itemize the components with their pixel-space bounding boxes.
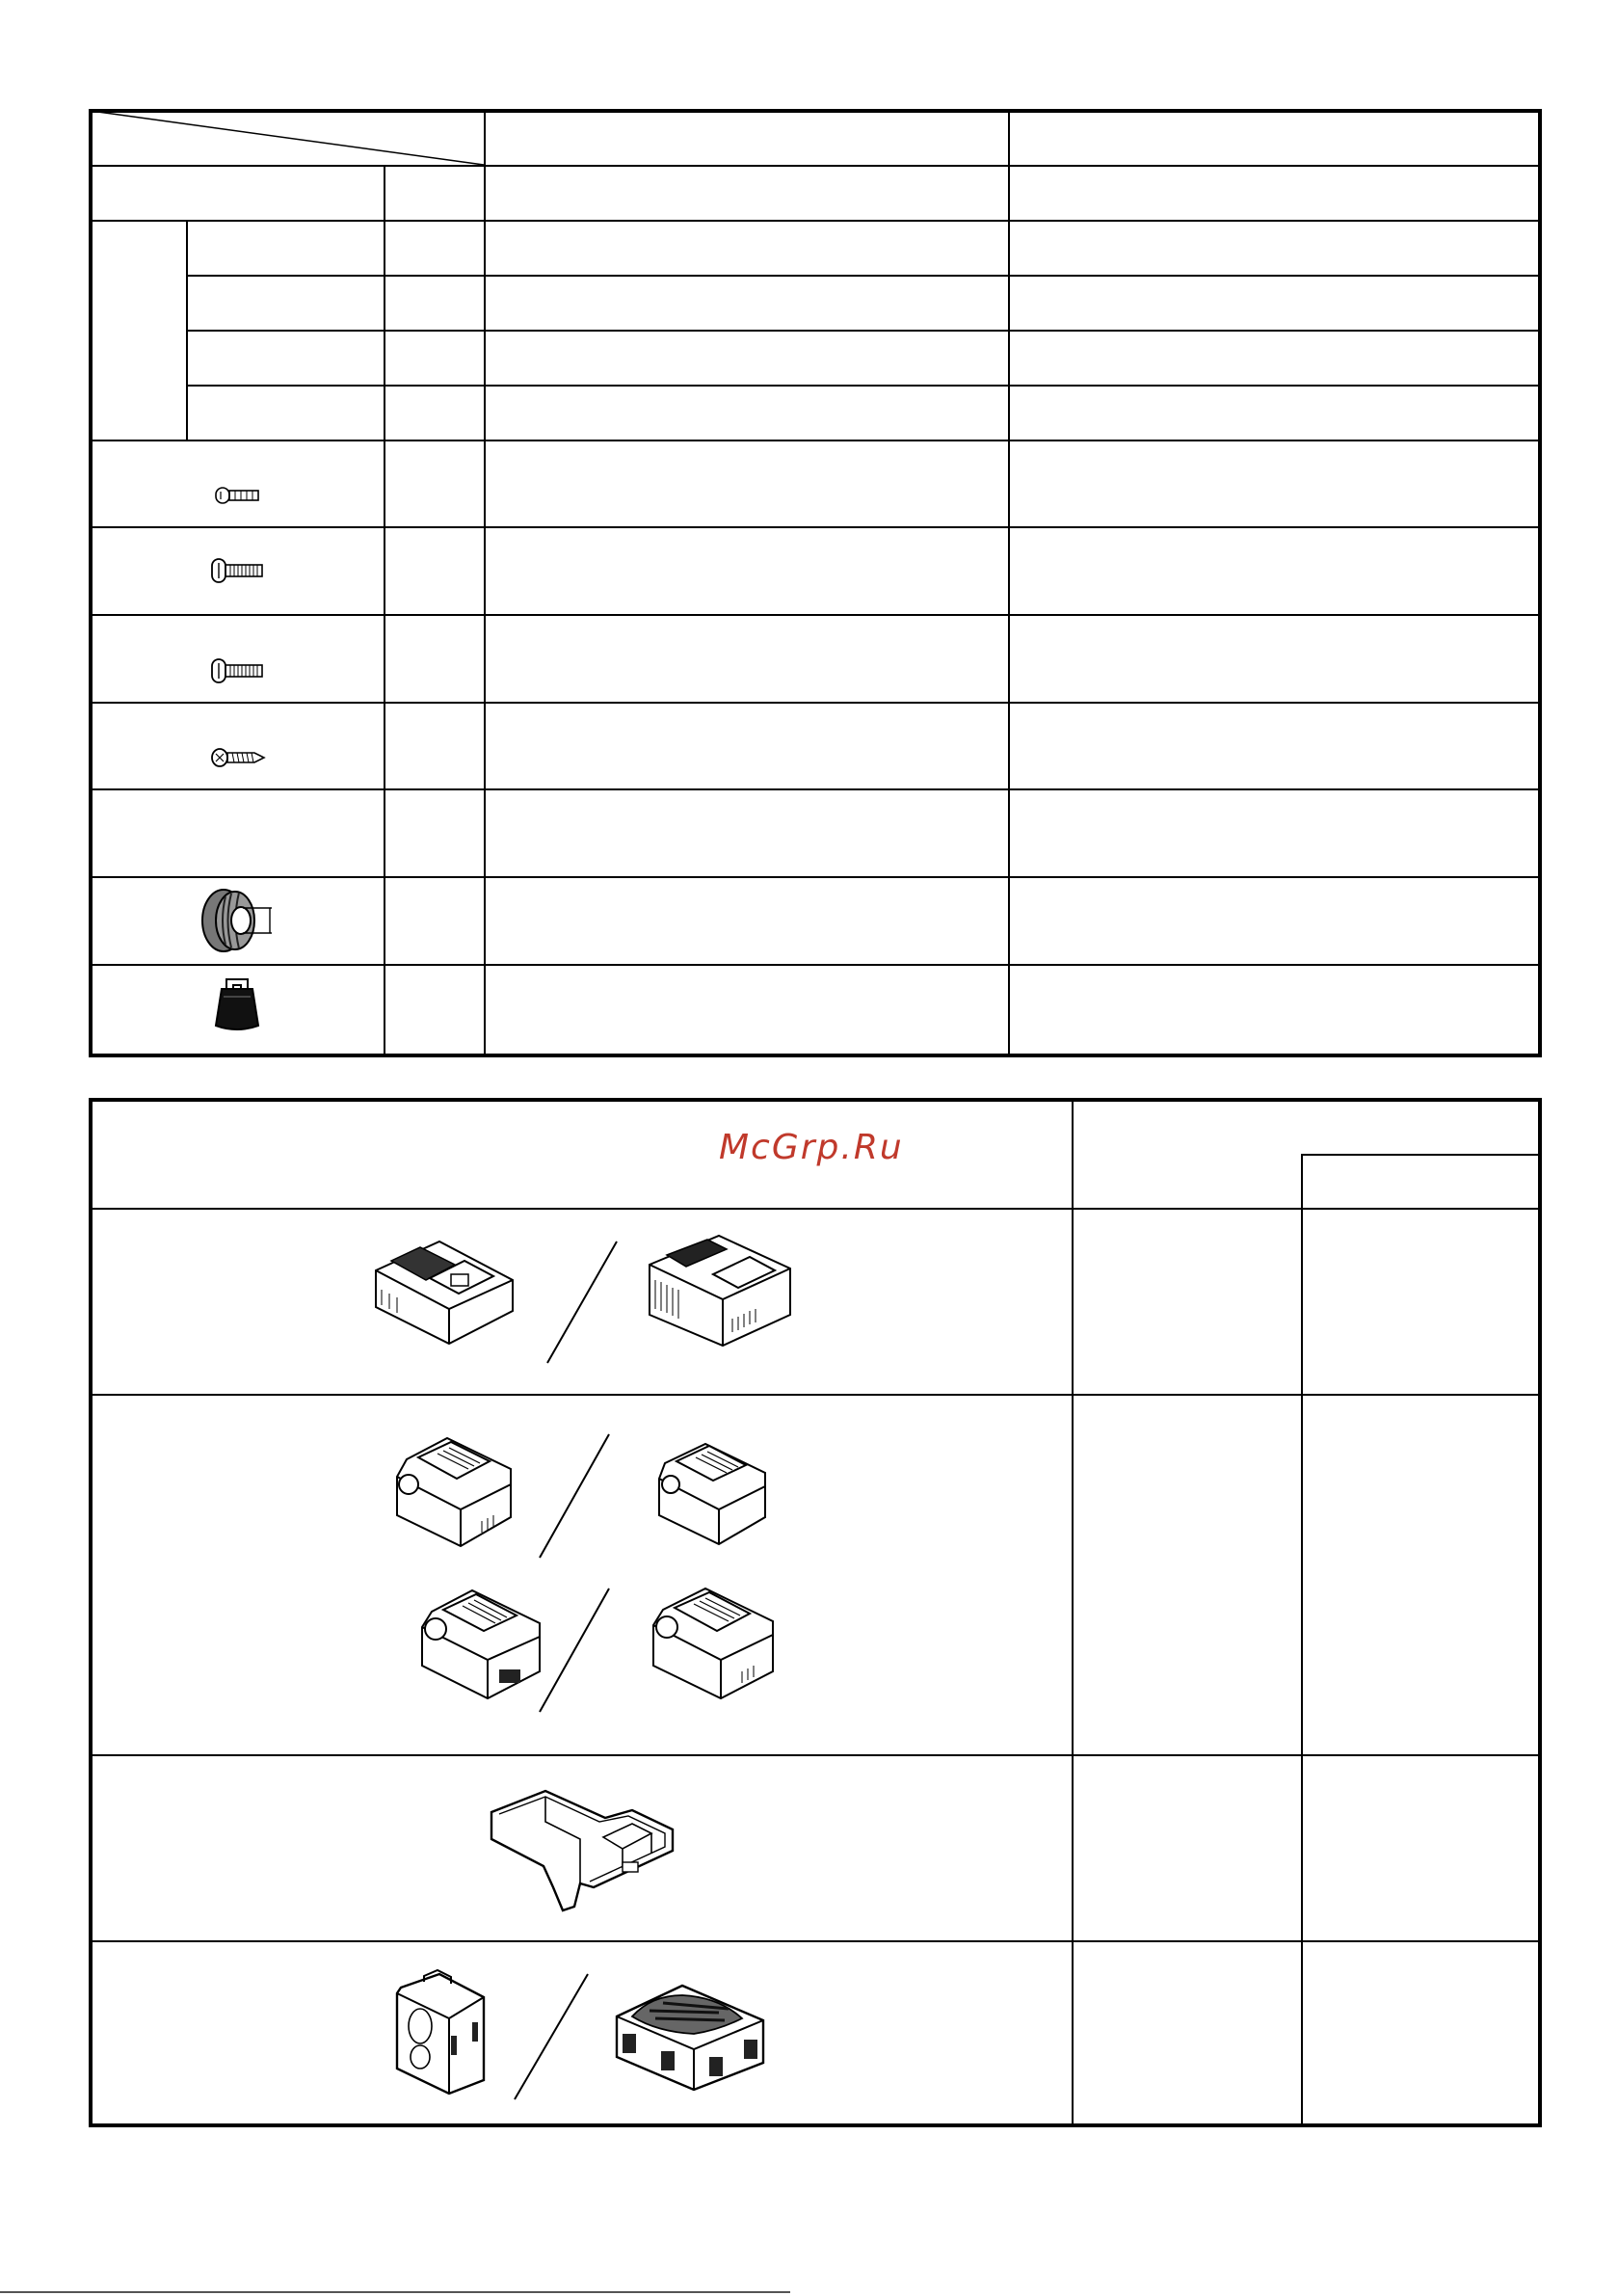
charger-icon <box>646 1232 796 1349</box>
slash-divider <box>544 1240 621 1365</box>
watermark-text: McGrp.Ru <box>719 1128 904 1167</box>
charger-icon <box>372 1232 522 1349</box>
slash-divider <box>511 1972 592 2101</box>
battery-icon <box>651 1436 769 1550</box>
machine-screw-icon <box>210 657 266 684</box>
slash-divider <box>536 1432 613 1560</box>
system-case-icon <box>613 1976 767 2094</box>
machine-screw-icon <box>210 557 266 584</box>
small-screw-icon <box>214 484 262 507</box>
battery-cover-icon <box>488 1783 676 1918</box>
battery-icon <box>646 1581 777 1702</box>
battery-icon <box>389 1430 515 1550</box>
bottom-edge-line <box>0 2291 790 2293</box>
battery-icon <box>414 1583 544 1702</box>
carrying-case-icon <box>391 1968 488 2096</box>
bit-holder-icon <box>212 977 262 1033</box>
slash-divider <box>536 1587 613 1714</box>
tapping-screw-icon <box>210 746 268 769</box>
wheel-icon <box>197 887 283 954</box>
header-diagonal <box>91 111 486 169</box>
